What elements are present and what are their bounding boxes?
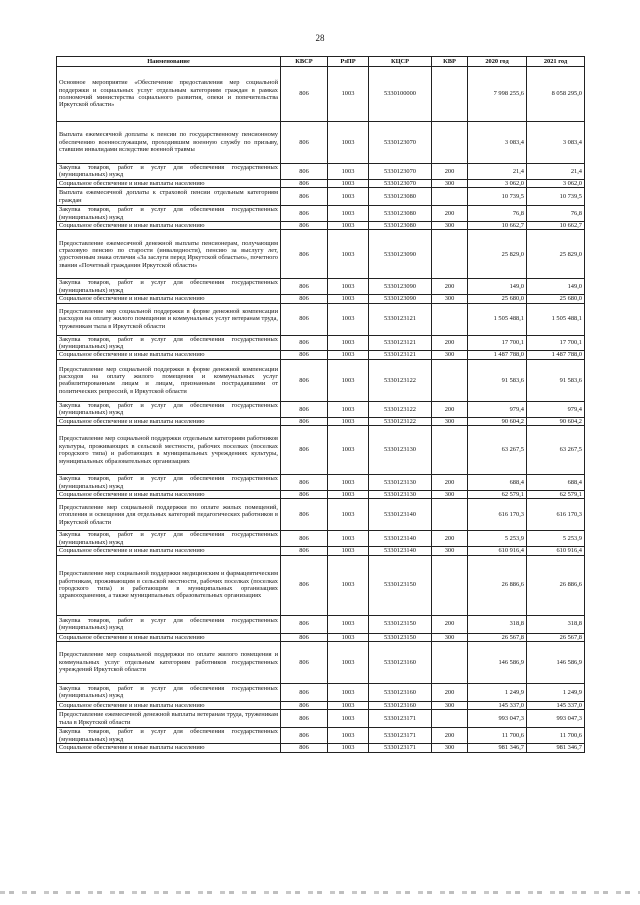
row-name: Социальное обеспечение и иные выплаты населению bbox=[57, 547, 281, 555]
row-2020: 21,4 bbox=[468, 164, 527, 180]
row-kvr: 200 bbox=[432, 164, 468, 180]
row-2020: 76,8 bbox=[468, 206, 527, 222]
row-2020: 3 062,0 bbox=[468, 179, 527, 187]
table-row bbox=[57, 303, 585, 335]
row-name: Закупка товаров, работ и услуг для обеспечения государственных (муниципальных) нужд bbox=[57, 615, 281, 633]
row-kvr: 200 bbox=[432, 401, 468, 417]
row-kvr: 200 bbox=[432, 335, 468, 351]
row-name: Предоставление мер социальной поддержки по оплате жилых помещений, отопления и освещения для отдельных категорий педагогических работников в Иркутской области bbox=[57, 499, 281, 531]
table-row bbox=[57, 555, 585, 615]
row-kvr bbox=[432, 641, 468, 683]
row-2021: 8 058 295,0 bbox=[527, 67, 585, 122]
row-rzpr: 1003 bbox=[328, 295, 369, 303]
row-name: Социальное обеспечение и иные выплаты населению bbox=[57, 417, 281, 425]
row-rzpr: 1003 bbox=[328, 222, 369, 230]
row-kvr bbox=[432, 303, 468, 335]
table-row bbox=[57, 633, 585, 641]
row-2020: 3 083,4 bbox=[468, 122, 527, 164]
row-2020: 62 579,1 bbox=[468, 490, 527, 498]
row-kvr bbox=[432, 555, 468, 615]
row-kcsr: 5330123160 bbox=[369, 683, 432, 701]
header-name: Наименование bbox=[57, 57, 281, 67]
table-row bbox=[57, 230, 585, 279]
row-kvr: 300 bbox=[432, 295, 468, 303]
row-rzpr: 1003 bbox=[328, 701, 369, 709]
table-row bbox=[57, 426, 585, 475]
row-rzpr: 1003 bbox=[328, 475, 369, 491]
row-name: Предоставление ежемесячной денежной выплаты пенсионерам, получающим страховую пенсию по старости (инвалидности), пенсию за выслугу лет, удостоенным знака отличия «За заслуги перед Иркутской областью», почетного звания «Почетный гражданин Иркутской области» bbox=[57, 230, 281, 279]
row-kvr bbox=[432, 67, 468, 122]
row-name: Предоставление мер социальной поддержки по оплате жилого помещения и коммунальных услуг отдельным категориям работников государственных учреждений Иркутской области bbox=[57, 641, 281, 683]
budget-table bbox=[56, 56, 585, 753]
row-kvr: 200 bbox=[432, 615, 468, 633]
row-rzpr: 1003 bbox=[328, 303, 369, 335]
row-kvsr: 806 bbox=[281, 335, 328, 351]
row-kcsr: 5330123140 bbox=[369, 547, 432, 555]
row-kvsr: 806 bbox=[281, 744, 328, 752]
row-rzpr: 1003 bbox=[328, 279, 369, 295]
table-row bbox=[57, 417, 585, 425]
row-2021: 90 604,2 bbox=[527, 417, 585, 425]
row-2020: 17 700,1 bbox=[468, 335, 527, 351]
row-kcsr: 5330123130 bbox=[369, 426, 432, 475]
table-row bbox=[57, 710, 585, 728]
row-2021: 3 062,0 bbox=[527, 179, 585, 187]
row-rzpr: 1003 bbox=[328, 744, 369, 752]
row-kcsr: 5330123121 bbox=[369, 303, 432, 335]
row-kvr bbox=[432, 499, 468, 531]
row-kcsr: 5330123130 bbox=[369, 475, 432, 491]
row-name: Закупка товаров, работ и услуг для обеспечения государственных (муниципальных) нужд bbox=[57, 206, 281, 222]
row-rzpr: 1003 bbox=[328, 641, 369, 683]
table-row bbox=[57, 359, 585, 401]
row-2020: 1 249,9 bbox=[468, 683, 527, 701]
row-name: Закупка товаров, работ и услуг для обеспечения государственных (муниципальных) нужд bbox=[57, 335, 281, 351]
row-2021: 3 083,4 bbox=[527, 122, 585, 164]
header-kvsr: КВСР bbox=[281, 57, 328, 67]
row-kvr: 300 bbox=[432, 222, 468, 230]
row-2021: 610 916,4 bbox=[527, 547, 585, 555]
row-kvr bbox=[432, 122, 468, 164]
row-kvr: 200 bbox=[432, 683, 468, 701]
row-name: Социальное обеспечение и иные выплаты населению bbox=[57, 351, 281, 359]
header-2021: 2021 год bbox=[527, 57, 585, 67]
row-name: Выплата ежемесячной доплаты к страховой пенсии отдельным категориям граждан bbox=[57, 188, 281, 206]
row-kvr: 200 bbox=[432, 728, 468, 744]
row-rzpr: 1003 bbox=[328, 206, 369, 222]
row-name: Основное мероприятие «Обеспечение предоставления мер социальной поддержки и социальных услуг отдельным категориям граждан в рамках полномочий министерства социального развития, опеки и попечительства Иркутской области» bbox=[57, 67, 281, 122]
row-name: Социальное обеспечение и иные выплаты населению bbox=[57, 179, 281, 187]
row-rzpr: 1003 bbox=[328, 615, 369, 633]
row-rzpr: 1003 bbox=[328, 335, 369, 351]
row-kvsr: 806 bbox=[281, 701, 328, 709]
row-kvsr: 806 bbox=[281, 475, 328, 491]
row-kvsr: 806 bbox=[281, 633, 328, 641]
row-kvsr: 806 bbox=[281, 67, 328, 122]
row-2020: 10 739,5 bbox=[468, 188, 527, 206]
row-kvr: 200 bbox=[432, 279, 468, 295]
row-2020: 90 604,2 bbox=[468, 417, 527, 425]
row-2020: 5 253,9 bbox=[468, 531, 527, 547]
row-rzpr: 1003 bbox=[328, 359, 369, 401]
row-kvsr: 806 bbox=[281, 531, 328, 547]
row-kvr: 300 bbox=[432, 351, 468, 359]
row-2021: 10 739,5 bbox=[527, 188, 585, 206]
row-name: Предоставление ежемесячной денежной выплаты ветеранам труда, труженикам тыла в Иркутской области bbox=[57, 710, 281, 728]
table-row bbox=[57, 531, 585, 547]
row-kvr bbox=[432, 230, 468, 279]
table-row bbox=[57, 164, 585, 180]
row-kvsr: 806 bbox=[281, 279, 328, 295]
row-kcsr: 5330123140 bbox=[369, 499, 432, 531]
row-2021: 145 337,0 bbox=[527, 701, 585, 709]
row-2021: 993 047,3 bbox=[527, 710, 585, 728]
row-kvr: 300 bbox=[432, 417, 468, 425]
row-kvr: 300 bbox=[432, 179, 468, 187]
row-2020: 993 047,3 bbox=[468, 710, 527, 728]
table-row bbox=[57, 401, 585, 417]
row-2021: 1 505 488,1 bbox=[527, 303, 585, 335]
row-2020: 318,8 bbox=[468, 615, 527, 633]
row-kcsr: 5330123171 bbox=[369, 728, 432, 744]
row-2020: 10 662,7 bbox=[468, 222, 527, 230]
table-row bbox=[57, 641, 585, 683]
row-2020: 11 700,6 bbox=[468, 728, 527, 744]
row-kvsr: 806 bbox=[281, 547, 328, 555]
row-2021: 25 829,0 bbox=[527, 230, 585, 279]
row-kvr bbox=[432, 710, 468, 728]
row-kvsr: 806 bbox=[281, 206, 328, 222]
row-rzpr: 1003 bbox=[328, 547, 369, 555]
row-name: Закупка товаров, работ и услуг для обеспечения государственных (муниципальных) нужд bbox=[57, 279, 281, 295]
row-kvr: 200 bbox=[432, 531, 468, 547]
row-2020: 63 267,5 bbox=[468, 426, 527, 475]
row-kcsr: 5330123090 bbox=[369, 279, 432, 295]
row-kcsr: 5330123150 bbox=[369, 633, 432, 641]
row-kcsr: 5330123090 bbox=[369, 295, 432, 303]
row-2021: 91 583,6 bbox=[527, 359, 585, 401]
row-2021: 10 662,7 bbox=[527, 222, 585, 230]
row-name: Выплата ежемесячной доплаты к пенсии по государственному пенсионному обеспечению военнослужащим, проходившим военную службу по призыву, ставшим инвалидами вследствие военной травмы bbox=[57, 122, 281, 164]
row-kcsr: 5330123080 bbox=[369, 206, 432, 222]
page-number: 28 bbox=[315, 33, 325, 43]
row-name: Закупка товаров, работ и услуг для обеспечения государственных (муниципальных) нужд bbox=[57, 401, 281, 417]
row-rzpr: 1003 bbox=[328, 122, 369, 164]
row-kvsr: 806 bbox=[281, 555, 328, 615]
row-kcsr: 5330123122 bbox=[369, 359, 432, 401]
row-2020: 26 567,8 bbox=[468, 633, 527, 641]
row-kcsr: 5330123160 bbox=[369, 641, 432, 683]
row-name: Социальное обеспечение и иные выплаты населению bbox=[57, 744, 281, 752]
row-2021: 688,4 bbox=[527, 475, 585, 491]
scan-artifact bbox=[0, 891, 640, 894]
row-kcsr: 5330123070 bbox=[369, 164, 432, 180]
row-rzpr: 1003 bbox=[328, 728, 369, 744]
table-row bbox=[57, 744, 585, 752]
table-row bbox=[57, 351, 585, 359]
table-header-row bbox=[57, 57, 585, 67]
row-kvsr: 806 bbox=[281, 499, 328, 531]
table-row bbox=[57, 701, 585, 709]
row-2020: 91 583,6 bbox=[468, 359, 527, 401]
row-kcsr: 5330123121 bbox=[369, 351, 432, 359]
row-name: Предоставление мер социальной поддержки в форме денежной компенсации расходов на оплату жилого помещения и коммунальных услуг ветеранам труда, труженикам тыла в Иркутской области bbox=[57, 303, 281, 335]
row-2021: 21,4 bbox=[527, 164, 585, 180]
table-row bbox=[57, 547, 585, 555]
row-kvsr: 806 bbox=[281, 401, 328, 417]
row-kcsr: 5330123171 bbox=[369, 744, 432, 752]
row-name: Предоставление мер социальной поддержки отдельным категориям работников культуры, проживающих в сельской местности, рабочих поселках (поселках городского типа) и работающих в муниципальных учреждениях культуры, муниципальных образовательных организациях bbox=[57, 426, 281, 475]
row-kvsr: 806 bbox=[281, 351, 328, 359]
row-kvsr: 806 bbox=[281, 122, 328, 164]
row-2020: 1 505 488,1 bbox=[468, 303, 527, 335]
row-name: Социальное обеспечение и иные выплаты населению bbox=[57, 222, 281, 230]
table-row bbox=[57, 615, 585, 633]
row-rzpr: 1003 bbox=[328, 188, 369, 206]
table-row bbox=[57, 475, 585, 491]
row-kvr: 200 bbox=[432, 475, 468, 491]
row-2021: 616 170,3 bbox=[527, 499, 585, 531]
row-2020: 25 680,0 bbox=[468, 295, 527, 303]
row-rzpr: 1003 bbox=[328, 633, 369, 641]
row-kcsr: 5330123122 bbox=[369, 417, 432, 425]
header-2020: 2020 год bbox=[468, 57, 527, 67]
row-kvr bbox=[432, 188, 468, 206]
row-rzpr: 1003 bbox=[328, 179, 369, 187]
row-kvr: 300 bbox=[432, 490, 468, 498]
row-2021: 149,0 bbox=[527, 279, 585, 295]
row-kcsr: 5330100000 bbox=[369, 67, 432, 122]
table-row bbox=[57, 222, 585, 230]
row-kvsr: 806 bbox=[281, 295, 328, 303]
row-kcsr: 5330123122 bbox=[369, 401, 432, 417]
row-kcsr: 5330123150 bbox=[369, 555, 432, 615]
row-kvr: 200 bbox=[432, 206, 468, 222]
row-kcsr: 5330123070 bbox=[369, 122, 432, 164]
row-2020: 25 829,0 bbox=[468, 230, 527, 279]
row-2021: 11 700,6 bbox=[527, 728, 585, 744]
row-2020: 149,0 bbox=[468, 279, 527, 295]
table-row bbox=[57, 179, 585, 187]
table-row bbox=[57, 490, 585, 498]
row-rzpr: 1003 bbox=[328, 164, 369, 180]
row-kcsr: 5330123130 bbox=[369, 490, 432, 498]
table-row bbox=[57, 499, 585, 531]
row-kvr: 300 bbox=[432, 633, 468, 641]
row-2021: 981 346,7 bbox=[527, 744, 585, 752]
row-2021: 5 253,9 bbox=[527, 531, 585, 547]
row-kvsr: 806 bbox=[281, 426, 328, 475]
header-rzpr: РзПР bbox=[328, 57, 369, 67]
row-rzpr: 1003 bbox=[328, 710, 369, 728]
row-2020: 7 998 255,6 bbox=[468, 67, 527, 122]
row-kcsr: 5330123171 bbox=[369, 710, 432, 728]
row-kvsr: 806 bbox=[281, 222, 328, 230]
row-2021: 63 267,5 bbox=[527, 426, 585, 475]
row-kvr: 300 bbox=[432, 547, 468, 555]
row-kvsr: 806 bbox=[281, 710, 328, 728]
row-kcsr: 5330123080 bbox=[369, 188, 432, 206]
row-name: Предоставление мер социальной поддержки в форме денежной компенсации расходов на оплату жилого помещения и коммунальных услуг реабилитированным лицам и лицам, признанным пострадавшими от политических репрессий, в Иркутской области bbox=[57, 359, 281, 401]
row-kvr: 300 bbox=[432, 744, 468, 752]
table-row bbox=[57, 206, 585, 222]
row-rzpr: 1003 bbox=[328, 683, 369, 701]
row-2020: 1 487 788,0 bbox=[468, 351, 527, 359]
row-kvsr: 806 bbox=[281, 188, 328, 206]
table-row bbox=[57, 279, 585, 295]
table-row bbox=[57, 335, 585, 351]
row-kcsr: 5330123080 bbox=[369, 222, 432, 230]
row-kvsr: 806 bbox=[281, 615, 328, 633]
row-2020: 981 346,7 bbox=[468, 744, 527, 752]
row-rzpr: 1003 bbox=[328, 417, 369, 425]
row-2020: 610 916,4 bbox=[468, 547, 527, 555]
row-rzpr: 1003 bbox=[328, 67, 369, 122]
row-kvsr: 806 bbox=[281, 641, 328, 683]
row-kvsr: 806 bbox=[281, 683, 328, 701]
row-2021: 26 567,8 bbox=[527, 633, 585, 641]
row-kcsr: 5330123140 bbox=[369, 531, 432, 547]
row-name: Закупка товаров, работ и услуг для обеспечения государственных (муниципальных) нужд bbox=[57, 728, 281, 744]
table-row bbox=[57, 728, 585, 744]
row-kvsr: 806 bbox=[281, 417, 328, 425]
row-2021: 17 700,1 bbox=[527, 335, 585, 351]
row-rzpr: 1003 bbox=[328, 531, 369, 547]
table-row bbox=[57, 122, 585, 164]
row-kvsr: 806 bbox=[281, 164, 328, 180]
row-rzpr: 1003 bbox=[328, 230, 369, 279]
row-kvsr: 806 bbox=[281, 303, 328, 335]
row-name: Социальное обеспечение и иные выплаты населению bbox=[57, 490, 281, 498]
row-2020: 26 886,6 bbox=[468, 555, 527, 615]
row-rzpr: 1003 bbox=[328, 351, 369, 359]
header-kcsr: КЦСР bbox=[369, 57, 432, 67]
row-2021: 62 579,1 bbox=[527, 490, 585, 498]
row-2021: 26 886,6 bbox=[527, 555, 585, 615]
row-name: Предоставление мер социальной поддержки медицинским и фармацевтическим работникам, проживающим в сельской местности, рабочих поселках (поселках городского типа) и работающим в муниципальных организациях здравоохранения, а также муниципальных образовательных организациях bbox=[57, 555, 281, 615]
row-name: Закупка товаров, работ и услуг для обеспечения государственных (муниципальных) нужд bbox=[57, 164, 281, 180]
row-2021: 76,8 bbox=[527, 206, 585, 222]
row-name: Социальное обеспечение и иные выплаты населению bbox=[57, 633, 281, 641]
row-rzpr: 1003 bbox=[328, 555, 369, 615]
row-2020: 979,4 bbox=[468, 401, 527, 417]
row-rzpr: 1003 bbox=[328, 490, 369, 498]
table-row bbox=[57, 295, 585, 303]
row-name: Социальное обеспечение и иные выплаты населению bbox=[57, 701, 281, 709]
row-kcsr: 5330123160 bbox=[369, 701, 432, 709]
row-2021: 979,4 bbox=[527, 401, 585, 417]
row-name: Закупка товаров, работ и услуг для обеспечения государственных (муниципальных) нужд bbox=[57, 531, 281, 547]
header-kvr: КВР bbox=[432, 57, 468, 67]
row-2021: 25 680,0 bbox=[527, 295, 585, 303]
row-rzpr: 1003 bbox=[328, 426, 369, 475]
row-kvr bbox=[432, 359, 468, 401]
table-row bbox=[57, 683, 585, 701]
table-row bbox=[57, 188, 585, 206]
row-kcsr: 5330123121 bbox=[369, 335, 432, 351]
row-2021: 146 586,9 bbox=[527, 641, 585, 683]
row-kvsr: 806 bbox=[281, 490, 328, 498]
row-kvr bbox=[432, 426, 468, 475]
row-2021: 318,8 bbox=[527, 615, 585, 633]
row-kvr: 300 bbox=[432, 701, 468, 709]
row-rzpr: 1003 bbox=[328, 401, 369, 417]
row-name: Социальное обеспечение и иные выплаты населению bbox=[57, 295, 281, 303]
table-row bbox=[57, 67, 585, 122]
row-2020: 616 170,3 bbox=[468, 499, 527, 531]
row-kcsr: 5330123150 bbox=[369, 615, 432, 633]
row-kcsr: 5330123070 bbox=[369, 179, 432, 187]
row-kvsr: 806 bbox=[281, 179, 328, 187]
row-2020: 146 586,9 bbox=[468, 641, 527, 683]
row-2021: 1 249,9 bbox=[527, 683, 585, 701]
row-name: Закупка товаров, работ и услуг для обеспечения государственных (муниципальных) нужд bbox=[57, 683, 281, 701]
row-2021: 1 487 788,0 bbox=[527, 351, 585, 359]
row-kvsr: 806 bbox=[281, 230, 328, 279]
row-2020: 145 337,0 bbox=[468, 701, 527, 709]
row-kcsr: 5330123090 bbox=[369, 230, 432, 279]
row-2020: 688,4 bbox=[468, 475, 527, 491]
row-name: Закупка товаров, работ и услуг для обеспечения государственных (муниципальных) нужд bbox=[57, 475, 281, 491]
row-kvsr: 806 bbox=[281, 359, 328, 401]
row-kvsr: 806 bbox=[281, 728, 328, 744]
row-rzpr: 1003 bbox=[328, 499, 369, 531]
